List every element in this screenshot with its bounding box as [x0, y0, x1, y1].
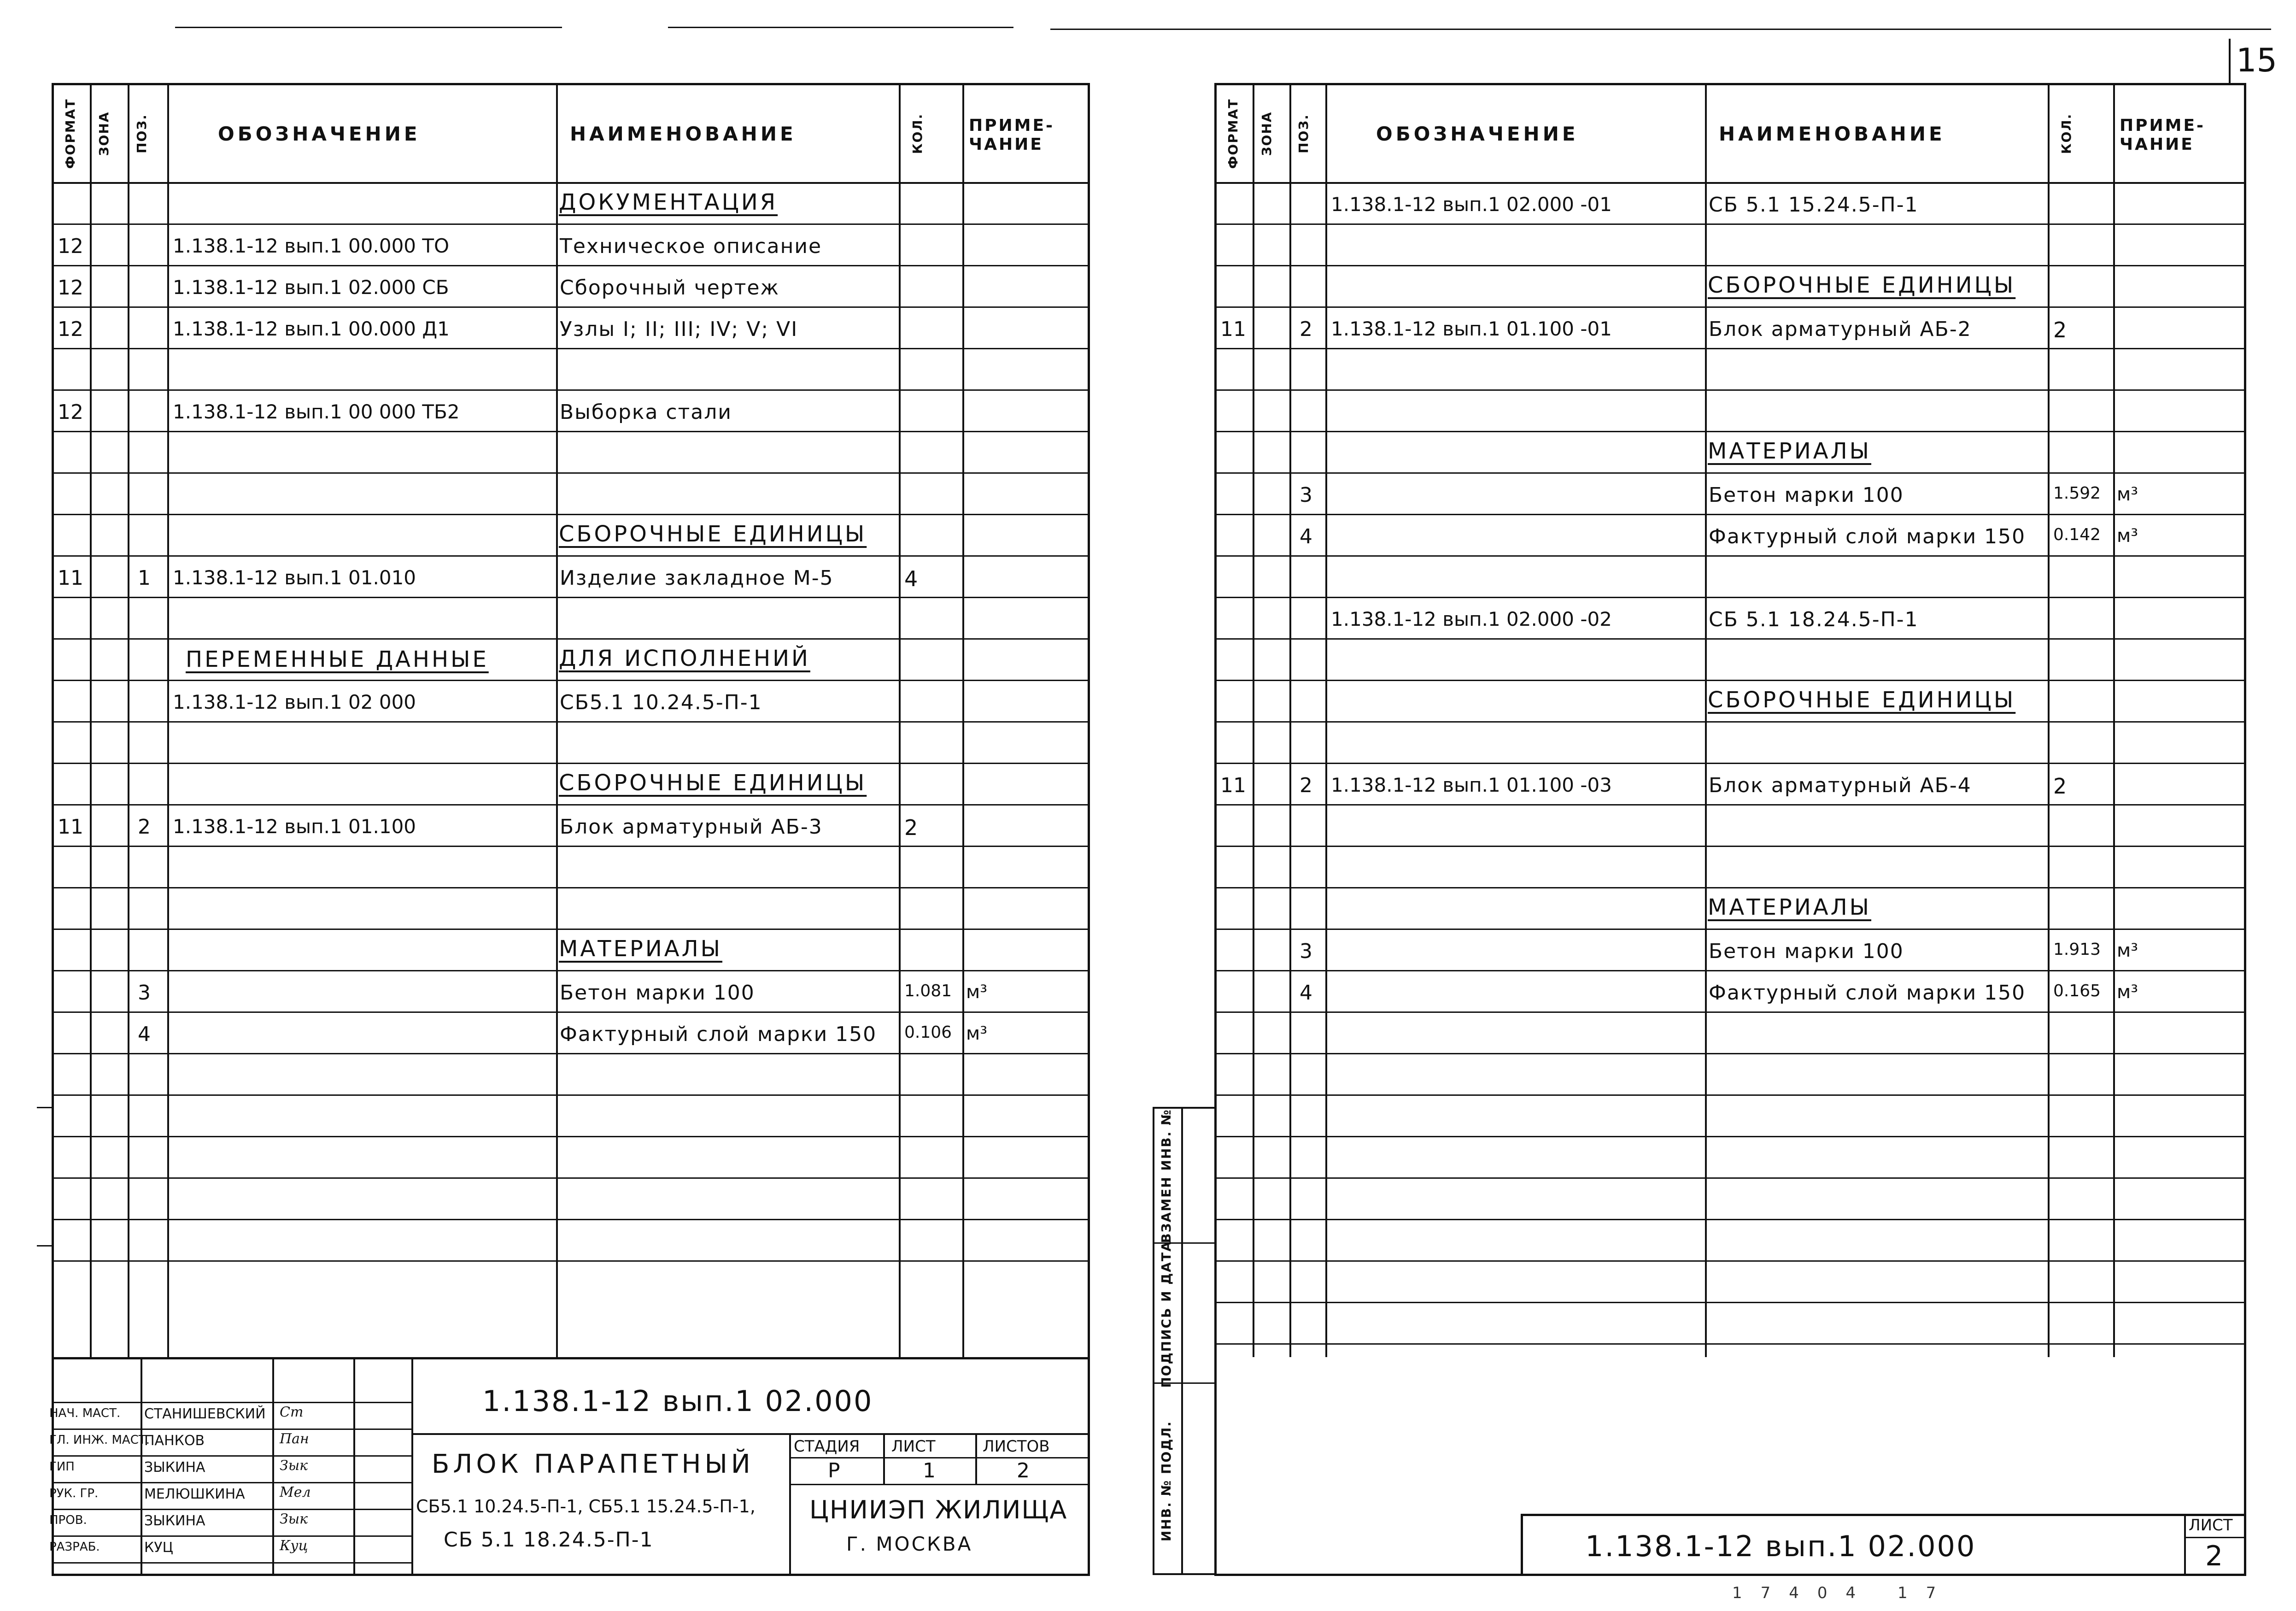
sheet-label: ЛИСТ: [891, 1437, 936, 1456]
row-divider: [1217, 887, 2244, 888]
row-qty: 1.913: [2053, 940, 2101, 959]
row-divider: [1217, 265, 2244, 266]
row-divider: [1217, 555, 2244, 557]
grid-line: [54, 1562, 411, 1564]
row-designation: ПЕРЕМЕННЫЕ ДАННЫЕ: [186, 647, 489, 672]
row-designation: 1.138.1-12 вып.1 02.000 СБ: [173, 276, 449, 299]
row-divider: [1217, 223, 2244, 225]
row-divider: [54, 638, 1088, 640]
row-qty: 1.081: [904, 982, 952, 1000]
row-divider: [54, 514, 1088, 515]
person-role: ПРОВ.: [49, 1513, 87, 1527]
row-name: Фактурный слой марки 150: [560, 1023, 877, 1046]
stage-value: Р: [828, 1459, 840, 1482]
row-divider: [54, 472, 1088, 474]
title-doc-code: 1.138.1-12 вып.1 02.000: [482, 1384, 873, 1418]
row-position: 3: [1300, 940, 1312, 963]
header-divider: [1217, 182, 2244, 184]
row-name: Бетон марки 100: [560, 981, 755, 1005]
header-format: ФОРМАТ: [63, 98, 78, 169]
grid-line: [141, 1359, 142, 1576]
person-name: МЕЛЮШКИНА: [144, 1486, 245, 1502]
row-designation: 1.138.1-12 вып.1 00.000 Д1: [173, 317, 450, 340]
row-divider: [1217, 1053, 2244, 1054]
row-designation: 1.138.1-12 вып.1 01.100 -01: [1331, 317, 1612, 340]
row-qty: 2: [904, 815, 918, 840]
row-qty: 0.142: [2053, 525, 2101, 544]
row-divider: [1217, 763, 2244, 764]
row-name: Техническое описание: [560, 235, 822, 258]
header-pos: ПОЗ.: [1296, 114, 1311, 153]
person-name: ЗЫКИНА: [144, 1513, 205, 1529]
grid-line: [54, 1429, 411, 1430]
title-variants-2: СБ 5.1 18.24.5-П-1: [444, 1528, 654, 1552]
title-variants-1: СБ5.1 10.24.5-П-1, СБ5.1 15.24.5-П-1,: [416, 1496, 756, 1517]
row-format: 11: [1220, 774, 1246, 797]
row-name: Узлы I; II; III; IV; V; VI: [560, 317, 798, 341]
row-designation: 1.138.1-12 вып.1 00 000 ТБ2: [173, 400, 460, 423]
grid-line: [54, 1402, 411, 1403]
row-divider: [1217, 514, 2244, 515]
grid-line: [54, 1535, 411, 1537]
grid-line: [789, 1484, 1088, 1485]
row-note: м³: [2117, 940, 2138, 961]
row-format: 11: [58, 815, 83, 839]
row-divider: [54, 846, 1088, 847]
person-name: КУЦ: [144, 1540, 173, 1556]
person-name: ПАНКОВ: [144, 1433, 205, 1449]
grid-line: [789, 1457, 1088, 1458]
stamp-doc-code: 1.138.1-12 вып.1 02.000: [1585, 1529, 1976, 1563]
row-divider: [1217, 721, 2244, 723]
side-label-replace: ВЗАМЕН ИНВ. №: [1159, 1109, 1174, 1243]
grid-line: [789, 1433, 791, 1576]
row-position: 1: [138, 566, 151, 590]
row-divider: [54, 265, 1088, 266]
org-name: ЦНИИЭП ЖИЛИЩА: [809, 1495, 1068, 1524]
row-qty: 2: [2053, 774, 2067, 799]
row-divider: [1217, 389, 2244, 391]
row-divider: [1217, 638, 2244, 640]
header-note: ПРИМЕ-ЧАНИЕ: [2120, 116, 2205, 154]
person-name: СТАНИШЕВСКИЙ: [144, 1406, 266, 1422]
row-divider: [54, 1136, 1088, 1137]
signature: Зык: [280, 1511, 308, 1527]
row-name: СБОРОЧНЫЕ ЕДИНИЦЫ: [559, 521, 867, 547]
row-position: 4: [1300, 525, 1312, 548]
row-name: Бетон марки 100: [1709, 483, 1904, 507]
header-zone: ЗОНА: [96, 111, 111, 156]
right-sheet: [1214, 83, 2246, 1576]
row-divider: [54, 680, 1088, 681]
grid-line: [883, 1433, 885, 1484]
row-format: 12: [58, 276, 83, 300]
row-name: СБОРОЧНЫЕ ЕДИНИЦЫ: [559, 770, 867, 796]
left-sheet: [49, 83, 1090, 1576]
header-designation: ОБОЗНАЧЕНИЕ: [218, 123, 421, 145]
signature: Пан: [280, 1431, 309, 1447]
grid-line: [54, 1509, 411, 1510]
row-name: Бетон марки 100: [1709, 940, 1904, 963]
header-format: ФОРМАТ: [1225, 98, 1241, 169]
signature: Зык: [280, 1458, 308, 1474]
row-divider: [1217, 804, 2244, 806]
row-divider: [54, 306, 1088, 308]
person-role: ГЛ. ИНЖ. МАСТ.: [49, 1433, 150, 1447]
row-position: 4: [138, 1023, 151, 1046]
sheet-mark: 15: [2236, 41, 2278, 79]
row-name: ДЛЯ ИСПОЛНЕНИЙ: [559, 646, 810, 671]
row-name: СБ 5.1 18.24.5-П-1: [1709, 608, 1919, 631]
grid-line: [411, 1359, 413, 1576]
sheets-value: 2: [1017, 1459, 1030, 1482]
row-divider: [54, 1260, 1088, 1262]
row-position: 2: [1300, 317, 1312, 341]
row-divider: [54, 721, 1088, 723]
row-divider: [54, 597, 1088, 598]
stamp-sheet-value: 2: [2205, 1540, 2223, 1572]
row-divider: [1217, 597, 2244, 598]
row-note: м³: [2117, 982, 2138, 1003]
row-divider: [54, 223, 1088, 225]
row-name: ДОКУМЕНТАЦИЯ: [559, 189, 778, 215]
row-qty: 4: [904, 566, 918, 591]
title-product-name: БЛОК ПАРАПЕТНЫЙ: [432, 1449, 754, 1479]
row-divider: [54, 1094, 1088, 1096]
row-divider: [1217, 472, 2244, 474]
row-name: СБ 5.1 15.24.5-П-1: [1709, 193, 1919, 217]
row-divider: [1217, 1011, 2244, 1013]
signature: Ст: [280, 1404, 304, 1420]
row-divider: [1217, 1219, 2244, 1220]
row-format: 11: [1220, 317, 1246, 341]
row-designation: 1.138.1-12 вып.1 01.100: [173, 815, 416, 838]
row-divider: [1217, 929, 2244, 930]
header-zone: ЗОНА: [1259, 111, 1274, 156]
row-name: МАТЕРИАЛЫ: [559, 936, 723, 962]
side-label-inventory: ИНВ. № ПОДЛ.: [1159, 1420, 1174, 1542]
row-divider: [1217, 846, 2244, 847]
row-qty: 2: [2053, 317, 2067, 342]
row-divider: [54, 1053, 1088, 1054]
signature: Мел: [280, 1484, 311, 1500]
row-name: Фактурный слой марки 150: [1709, 525, 2026, 548]
header-qty: КОЛ.: [910, 113, 925, 154]
right-spec-table: [1217, 85, 2244, 1357]
row-divider: [1217, 1094, 2244, 1096]
row-divider: [54, 1219, 1088, 1220]
grid-line: [54, 1482, 411, 1483]
row-designation: 1.138.1-12 вып.1 02.000 -01: [1331, 193, 1612, 216]
row-divider: [1217, 1343, 2244, 1345]
sheets-label: ЛИСТОВ: [983, 1437, 1050, 1456]
header-qty: КОЛ.: [2059, 113, 2074, 154]
row-designation: 1.138.1-12 вып.1 02.000 -02: [1331, 608, 1612, 630]
row-position: 3: [1300, 483, 1312, 507]
row-divider: [1217, 431, 2244, 432]
row-name: Изделие закладное М-5: [560, 566, 834, 590]
row-divider: [54, 1177, 1088, 1179]
row-format: 11: [58, 566, 83, 590]
person-role: РАЗРАБ.: [49, 1540, 100, 1554]
stamp-sheet-label: ЛИСТ: [2189, 1516, 2233, 1535]
row-position: 4: [1300, 981, 1312, 1005]
row-name: СБОРОЧНЫЕ ЕДИНИЦЫ: [1708, 272, 2016, 298]
grid-line: [272, 1359, 274, 1576]
row-divider: [1217, 1260, 2244, 1262]
header-pos: ПОЗ.: [134, 114, 149, 153]
row-name: СБОРОЧНЫЕ ЕДИНИЦЫ: [1708, 687, 2016, 713]
row-format: 12: [58, 400, 83, 424]
row-divider: [1217, 1302, 2244, 1303]
row-format: 12: [58, 235, 83, 258]
header-divider: [54, 182, 1088, 184]
row-divider: [1217, 970, 2244, 971]
row-name: СБ5.1 10.24.5-П-1: [560, 691, 762, 714]
row-divider: [1217, 348, 2244, 349]
row-divider: [1217, 1136, 2244, 1137]
row-qty: 0.165: [2053, 982, 2101, 1000]
left-spec-table: [54, 85, 1088, 1357]
org-city: Г. МОСКВА: [846, 1533, 973, 1555]
signature: Куц: [280, 1538, 308, 1554]
side-label-signature: ПОДПИСЬ И ДАТА: [1159, 1241, 1174, 1388]
row-name: МАТЕРИАЛЫ: [1708, 438, 1872, 464]
row-designation: 1.138.1-12 вып.1 01.010: [173, 566, 416, 589]
header-name: НАИМЕНОВАНИЕ: [570, 123, 797, 145]
row-divider: [54, 389, 1088, 391]
grid-line: [975, 1433, 977, 1484]
sheet-stamp: [1217, 1357, 2244, 1574]
grid-line: [411, 1433, 1088, 1435]
row-divider: [54, 1011, 1088, 1013]
header-note: ПРИМЕ-ЧАНИЕ: [969, 116, 1054, 154]
footer-note: 17404 17: [1732, 1584, 1955, 1602]
stage-label: СТАДИЯ: [794, 1437, 860, 1456]
row-divider: [1217, 1177, 2244, 1179]
row-designation: 1.138.1-12 вып.1 00.000 ТО: [173, 235, 450, 257]
header-designation: ОБОЗНАЧЕНИЕ: [1376, 123, 1579, 145]
person-role: РУК. ГР.: [49, 1487, 99, 1500]
row-divider: [54, 804, 1088, 806]
row-qty: 0.106: [904, 1023, 952, 1042]
side-strip: [1153, 1107, 1214, 1575]
row-name: Фактурный слой марки 150: [1709, 981, 2026, 1005]
grid-line: [54, 1455, 411, 1457]
row-name: Блок арматурный АБ-2: [1709, 317, 1972, 341]
grid-line: [2184, 1514, 2186, 1574]
row-qty: 1.592: [2053, 484, 2101, 503]
row-note: м³: [2117, 525, 2138, 547]
row-divider: [54, 763, 1088, 764]
person-role: НАЧ. МАСТ.: [49, 1406, 121, 1420]
row-divider: [54, 970, 1088, 971]
sheet-value: 1: [923, 1459, 936, 1482]
row-format: 12: [58, 317, 83, 341]
row-note: м³: [966, 982, 988, 1003]
row-position: 3: [138, 981, 151, 1005]
row-divider: [1217, 306, 2244, 308]
grid-line: [2184, 1537, 2244, 1538]
row-designation: 1.138.1-12 вып.1 01.100 -03: [1331, 774, 1612, 796]
person-role: ГИП: [49, 1460, 75, 1474]
row-name: Блок арматурный АБ-4: [1709, 774, 1972, 797]
row-divider: [54, 431, 1088, 432]
grid-line: [353, 1359, 355, 1576]
row-note: м³: [2117, 484, 2138, 505]
row-note: м³: [966, 1023, 988, 1044]
row-divider: [54, 929, 1088, 930]
header-name: НАИМЕНОВАНИЕ: [1719, 123, 1945, 145]
person-name: ЗЫКИНА: [144, 1459, 205, 1476]
row-divider: [54, 555, 1088, 557]
row-divider: [1217, 680, 2244, 681]
row-name: Блок арматурный АБ-3: [560, 815, 823, 839]
row-name: Выборка стали: [560, 400, 732, 424]
title-block: [49, 1357, 1088, 1574]
row-name: МАТЕРИАЛЫ: [1708, 894, 1872, 920]
row-name: Сборочный чертеж: [560, 276, 780, 300]
row-designation: 1.138.1-12 вып.1 02 000: [173, 691, 416, 713]
row-divider: [54, 348, 1088, 349]
row-position: 2: [138, 815, 151, 839]
row-divider: [54, 887, 1088, 888]
row-position: 2: [1300, 774, 1312, 797]
